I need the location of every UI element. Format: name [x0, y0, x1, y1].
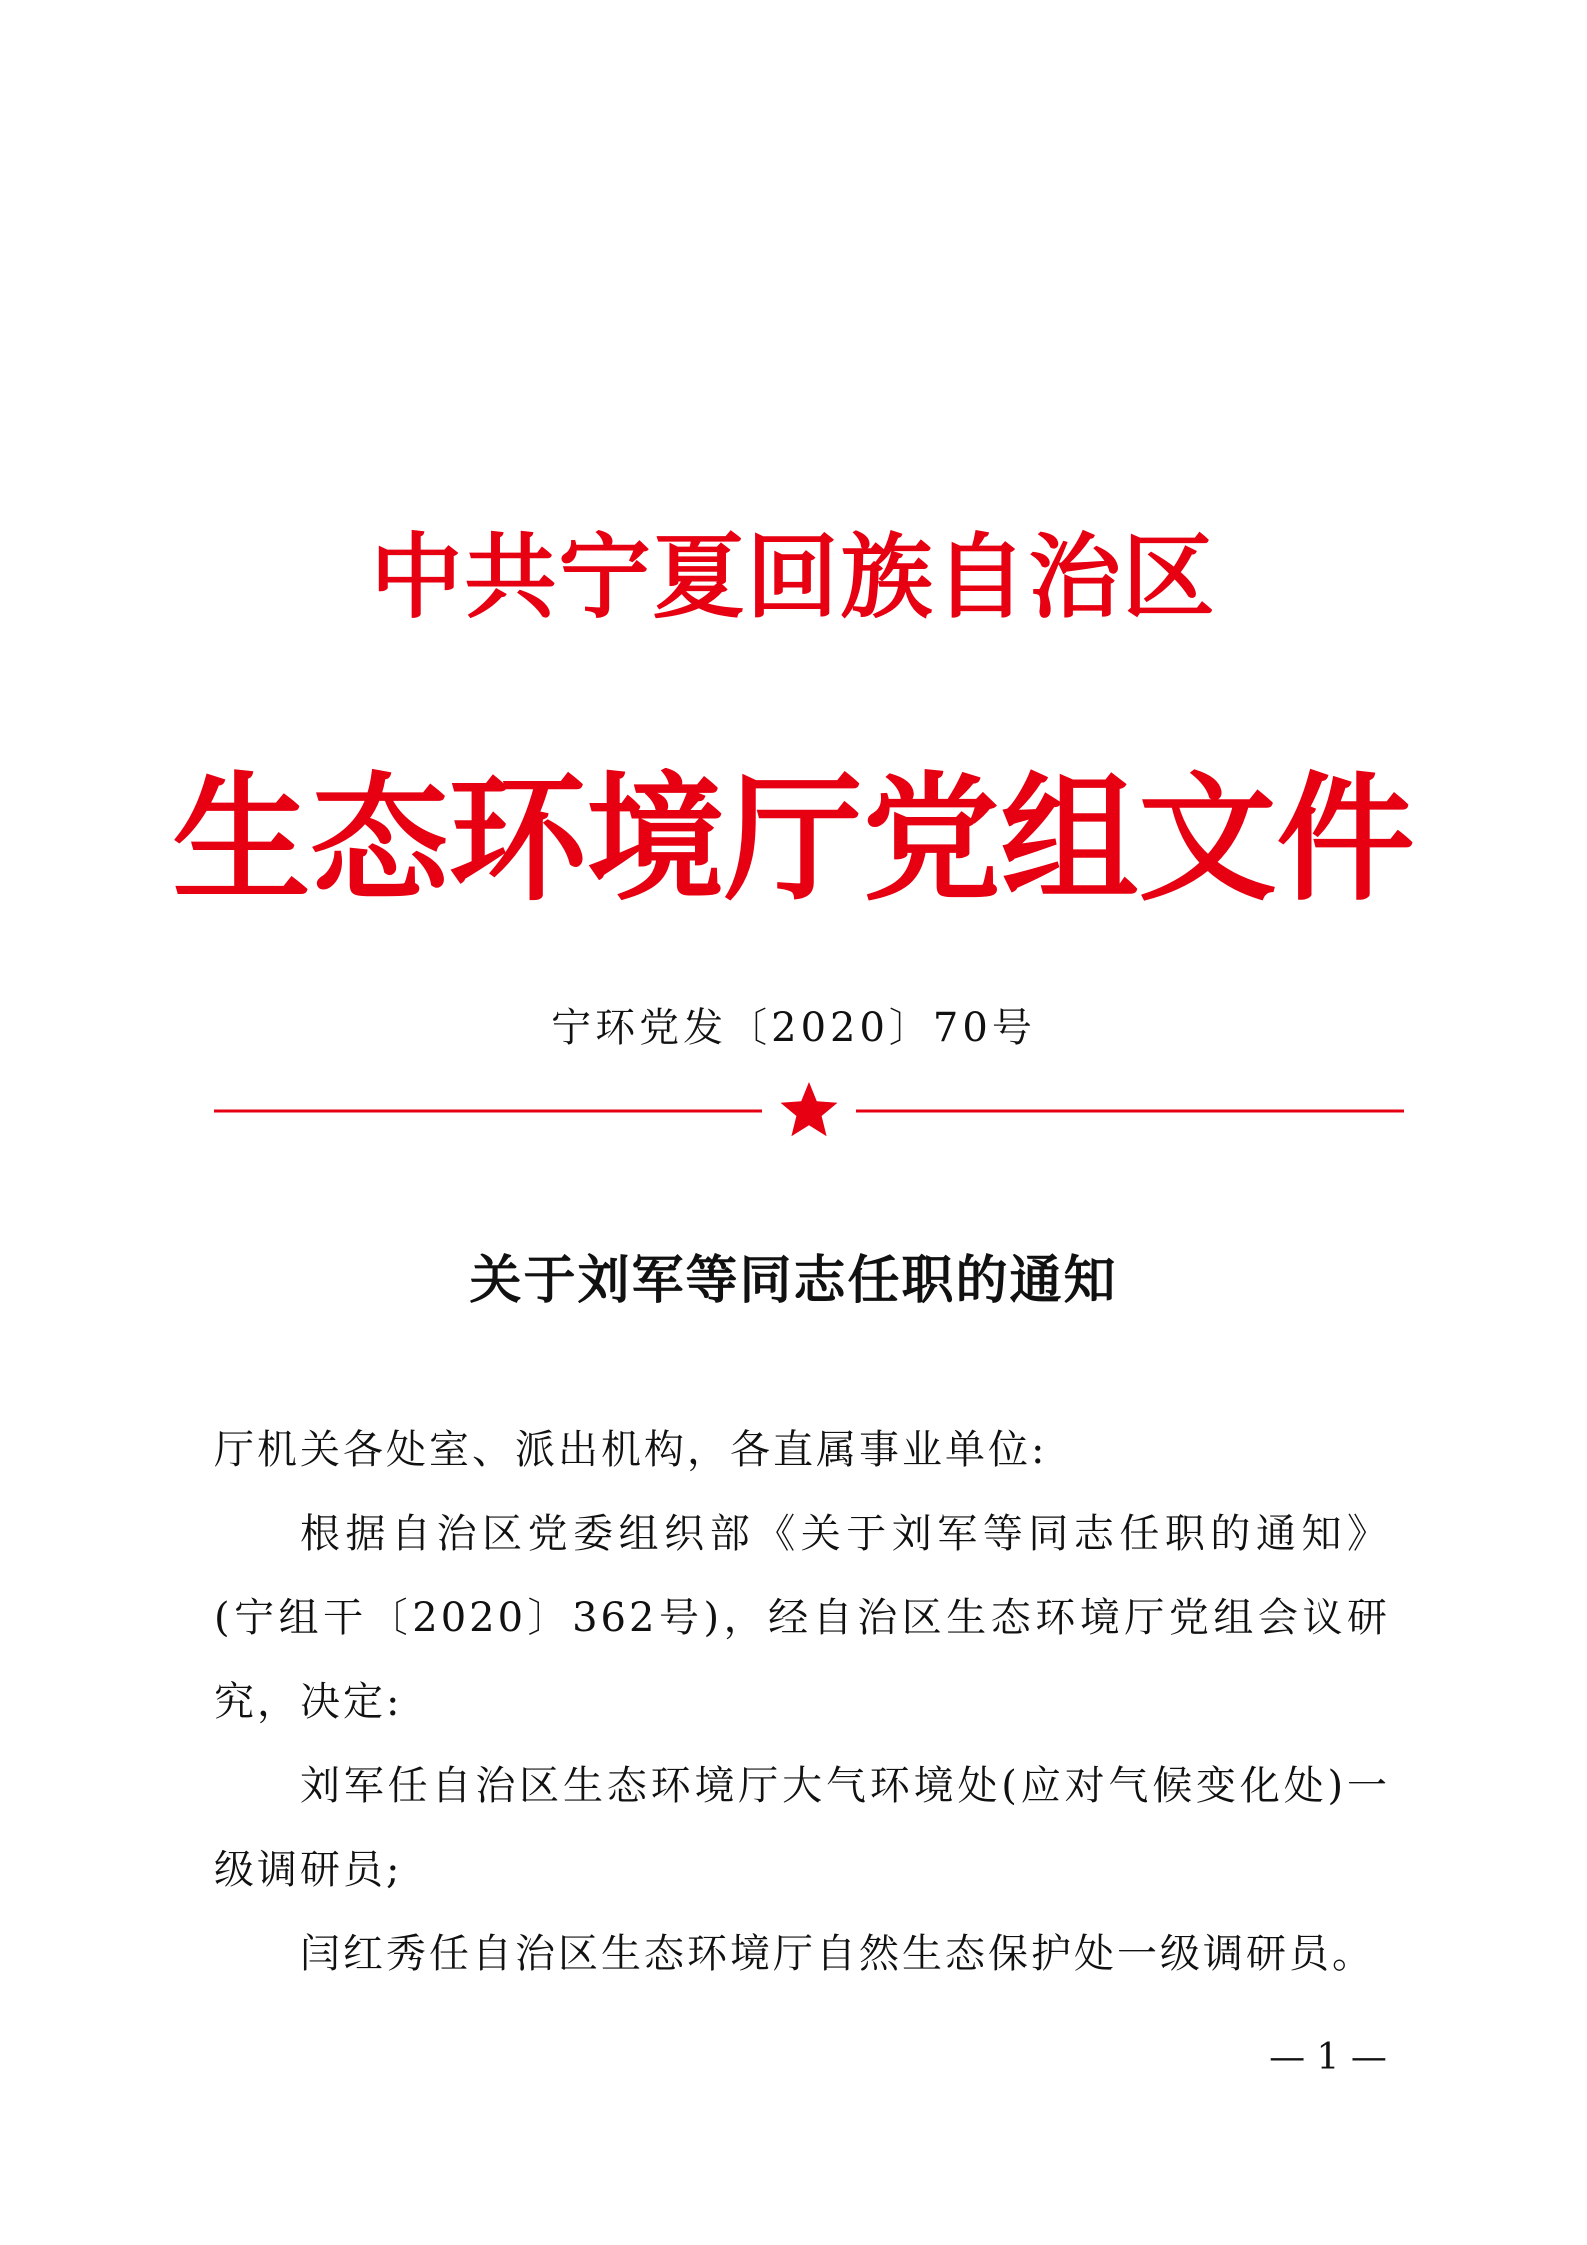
notice-title: 关于刘军等同志任职的通知 [469, 1250, 1118, 1311]
paragraph-appointment-liu-jun: 刘军任自治区生态环境厅大气环境处(应对气候变化处)一级调研员; [214, 1763, 1390, 1893]
notice-body [214, 1408, 1390, 1996]
issuer-name-line-2: 生态环境厅党组文件 [172, 757, 1415, 920]
paragraph-appointment-yan-hongxiu: 闫红秀任自治区生态环境厅自然生态保护处一级调研员。 [300, 1931, 1375, 1977]
recipients-line: 厅机关各处室、派出机构，各直属事业单位: [214, 1427, 1048, 1473]
page-number: — 1 — [1269, 2037, 1387, 2078]
issuer-name-line-1: 中共宁夏回族自治区 [370, 524, 1217, 631]
star-icon [781, 1082, 838, 1136]
document-number: 宁环党发〔2020〕70号 [551, 1005, 1036, 1051]
red-divider [214, 1076, 1404, 1140]
paragraph-basis: 根据自治区党委组织部《关于刘军等同志任职的通知》(宁组干〔2020〕362号)，经自治区生态环境厅党组会议研究，决定: [214, 1511, 1390, 1725]
